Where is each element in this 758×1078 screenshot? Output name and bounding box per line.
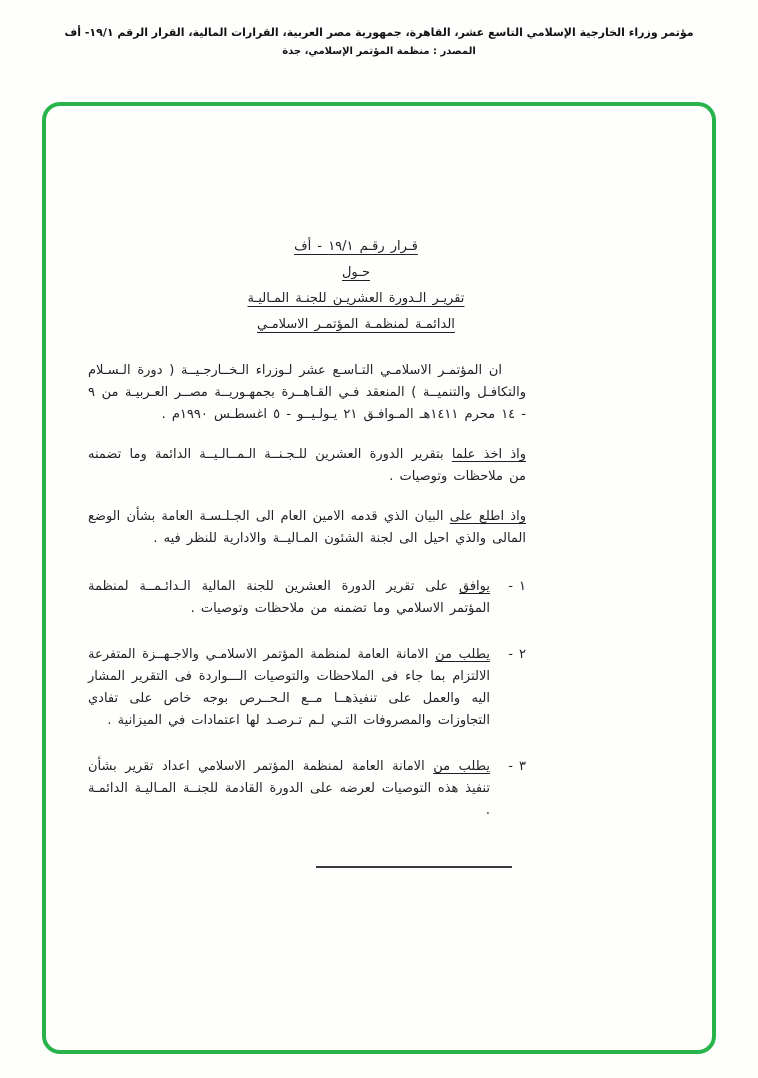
footer-divider-line bbox=[316, 866, 512, 868]
item-rest: الامانة العامة لمنظمة المؤتمر الاسلامي اعداد تقرير بشأن تنفيذ هذه التوصيات لعرضه على الدورة القادمة للجنــة المـاليـة الدائمـة . bbox=[88, 759, 490, 818]
document-citation-header bbox=[0, 26, 758, 57]
item-rest: على تقرير الدورة العشرين للجنة المالية الـدائـمــة لمنظمة المؤتمر الاسلامي وما تضمنه من ملاحظات وتوصيات . bbox=[88, 579, 490, 616]
preamble-text: بتقرير الدورة العشرين للـجـنــة الـمــالـيــة الدائمة وما تضمنه من ملاحظات وتوصيات . bbox=[88, 447, 526, 484]
resolution-items bbox=[88, 576, 526, 822]
item-lead: يوافق bbox=[458, 579, 490, 594]
item-number: ٢ - bbox=[508, 647, 526, 662]
item-lead: يطلب من bbox=[433, 759, 491, 774]
resolution-item bbox=[88, 576, 526, 620]
item-number: ١ - bbox=[508, 579, 526, 594]
title-about-word: حـول bbox=[341, 265, 370, 280]
resolution-item bbox=[88, 756, 526, 822]
document-body bbox=[88, 234, 526, 868]
preamble-text: ان المؤتمـر الاسلامـي التـاسـع عشر لـوزراء الـخــارجـيــة ( دورة الـسـلام والتكافـل والتنميــة ) المنعقد فـي القـاهــرة بجمهـوريــة مصــر العـربيـة من ٩ - ١٤ محرم ١٤١١هـ المـوافـق ٢١ يـولـيــو - ٥ اغسطـس ١٩٩٠م . bbox=[88, 363, 526, 422]
preamble-lead: واذ اطلع على bbox=[449, 509, 526, 524]
preamble-paragraph bbox=[88, 360, 526, 426]
item-rest: الامانة العامة لمنظمة المؤتمر الاسلامـي والاجـهــزة المتفرعة الالتزام بما جاء فى الملاحظات والتوصيات الـــواردة فى التقرير المشار اليه والعمل على تنفيذهــا مــع الـحــرص بوجه خاص على تفادي التجاوزات والمصروفات التـي لـم تـرصـد لها اعتمادات في الميزانية . bbox=[88, 647, 490, 728]
item-number: ٣ - bbox=[508, 759, 526, 774]
item-text bbox=[88, 576, 490, 620]
resolution-number-title: قـرار رقـم ١٩/١ - أف bbox=[294, 239, 418, 254]
preamble-paragraph bbox=[88, 444, 526, 488]
resolution-item bbox=[88, 644, 526, 732]
preamble-paragraph bbox=[88, 506, 526, 550]
source-line: المصدر : منظمة المؤتمر الإسلامي، جدة bbox=[282, 46, 476, 57]
title-subject-line1: تقريـر الـدورة العشريـن للجنـة المـاليـة bbox=[247, 291, 465, 306]
title-subject-line2: الدائمـة لمنظمـة المؤتمـر الاسلامـي bbox=[257, 317, 455, 332]
preamble-text: البيان الذي قدمه الامين العام الى الجـلـسـة العامة بشأن الوضع المالى والذي احيل الى لجنة الشئون المـاليــة والادارية للنظر فيه . bbox=[88, 509, 526, 546]
citation-line: مؤتمر وزراء الخارجية الإسلامي التاسع عشر، القاهرة، جمهورية مصر العربية، القرارات المالية، القرار الرقم ١٩/١- أف bbox=[64, 26, 694, 39]
item-text bbox=[88, 644, 490, 732]
item-text bbox=[88, 756, 490, 822]
item-lead: يطلب من bbox=[435, 647, 491, 662]
resolution-title-block bbox=[186, 234, 526, 338]
preamble-lead: واذ اخذ علما bbox=[451, 447, 526, 462]
